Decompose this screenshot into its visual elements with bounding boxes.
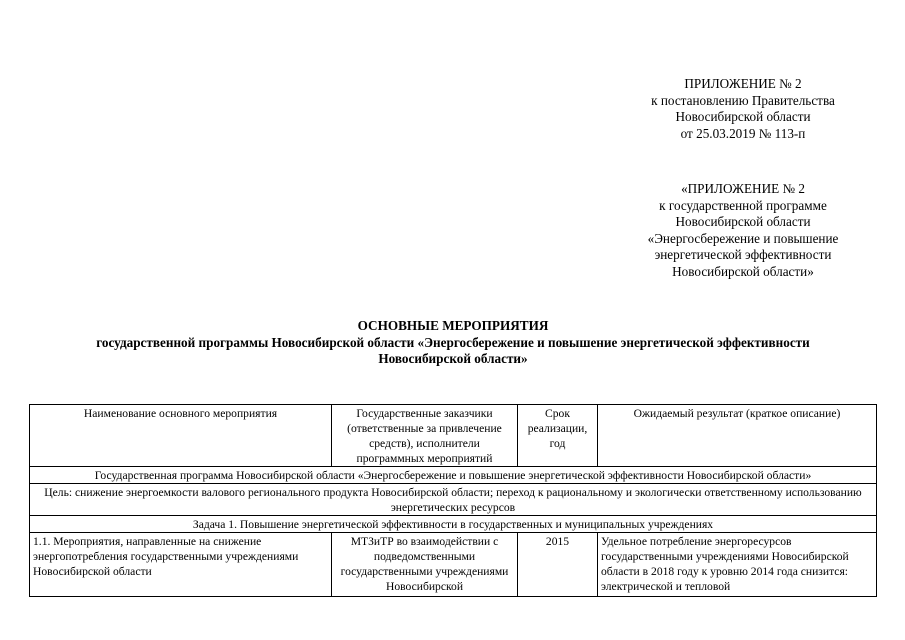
program-cell: Государственная программа Новосибирской области «Энергосбережение и повышение энергетической эффективности Новосибирской области» (30, 467, 877, 484)
appendix-resolution-line: от 25.03.2019 № 113-п (680, 125, 806, 141)
goal-row (30, 484, 877, 516)
task-row (30, 516, 877, 533)
title-heading: ОСНОВНЫЕ МЕРОПРИЯТИЯ (357, 318, 549, 333)
header-result: Ожидаемый результат (краткое описание) (598, 405, 877, 467)
header-customers: Государственные заказчики (ответственные за привлечение средств), исполнители программных мероприятий (332, 405, 518, 467)
header-term: Срок реализации, год (518, 405, 598, 467)
measure-name-cell: 1.1. Мероприятия, направленные на снижение энергопотребления государственными учреждениями Новосибирской области (30, 533, 332, 597)
appendix-program-line: к государственной программе (659, 197, 827, 213)
title-line: Новосибирской области» (378, 351, 528, 366)
program-row (30, 467, 877, 484)
appendix-program-line: «Энергосбережение и повышение (647, 230, 839, 246)
title-line: государственной программы Новосибирской области «Энергосбережение и повышение энергетической эффективности (96, 334, 810, 350)
measure-result-cell: Удельное потребление энергоресурсов государственными учреждениями Новосибирской области в 2018 году к уровню 2014 года снизится: электрической и тепловой (598, 533, 877, 597)
document-title (28, 318, 878, 368)
measure-term-cell: 2015 (518, 533, 598, 597)
appendix-program-line: «ПРИЛОЖЕНИЕ № 2 (681, 181, 805, 196)
header-name: Наименование основного мероприятия (30, 405, 332, 467)
appendix-resolution-line: Новосибирской области (675, 109, 811, 124)
task-cell: Задача 1. Повышение энергетической эффективности в государственных и муниципальных учреждениях (30, 516, 877, 533)
measure-customers-cell: МТЗиТР во взаимодействии с подведомственными государственными учреждениями Новосибирской (332, 533, 518, 597)
appendix-program-line: энергетической эффективности (654, 247, 832, 262)
goal-cell: Цель: снижение энергоемкости валового регионального продукта Новосибирской области; переход к рациональному и экологически ответственному использованию энергетических ресурсов (30, 484, 877, 516)
measures-table (29, 404, 877, 597)
appendix-resolution-line: к постановлению Правительства (651, 92, 835, 108)
table-header-row (30, 405, 877, 467)
appendix-resolution-block (598, 76, 888, 142)
appendix-resolution-line: ПРИЛОЖЕНИЕ № 2 (684, 76, 802, 91)
appendix-program-line: Новосибирской области (675, 214, 811, 229)
table-row (30, 533, 877, 597)
appendix-program-block (598, 181, 888, 280)
appendix-program-line: Новосибирской области» (672, 263, 814, 279)
